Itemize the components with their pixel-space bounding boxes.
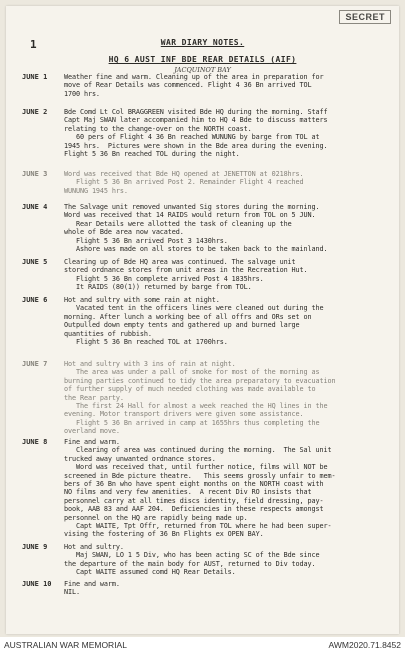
page-number: 1: [30, 38, 37, 51]
entry-date: JUNE 3: [22, 170, 48, 178]
diary-entry-june-10: [22, 580, 395, 597]
entry-text: Clearing up of Bde HQ area was continued. The salvage unit stored ordnance stores from unit areas in the Recreation Hut. Flight 5 36 Bn complete arrived Post 4 1835hrs. It RAIDS (80(1)) returned by barge from TOL.: [64, 258, 308, 292]
entry-date: JUNE 5: [22, 258, 48, 266]
entry-text: Fine and warm. NIL.: [64, 580, 120, 597]
entry-date: JUNE 1: [22, 73, 48, 81]
entry-text: Bde Comd Lt Col BRAGGREEN visited Bde HQ during the morning. Staff Capt Maj SWAN later accompanied him to HQ 4 Bde to discuss matters relating to the change-over on the NORTH coast. 60 pers of Flight 4 36 Bn reached WUNUNG by barge from TOL at 1945 hrs. Pictures were shown in the Bde area during the evening. Flight 5 36 Bn reached TOL during the night.: [64, 108, 328, 159]
entry-date: JUNE 9: [22, 543, 48, 551]
diary-entry-june-6: [22, 296, 395, 346]
entry-text: Hot and sultry with some rain at night. Vacated tent in the officers lines were cleaned out during the morning. After lunch a working bee of all offrs and ORs set on Outpulled down empty tents and gathered up and burned large quantities of rubbish. Flight 5 36 Bn reached TOL at 1700hrs.: [64, 296, 324, 347]
secret-stamp: SECRET: [339, 10, 391, 24]
diary-entry-june-7: [22, 360, 395, 436]
entry-date: JUNE 8: [22, 438, 48, 446]
diary-entry-june-2: [22, 108, 395, 158]
diary-entry-june-8: [22, 438, 395, 539]
diary-entry-june-5: [22, 258, 395, 292]
handwritten-location-note: JACQUINOT BAY: [174, 66, 231, 74]
entry-date: JUNE 4: [22, 203, 48, 211]
entry-text: Word was received that Bde HQ opened at JENETTON at 0218hrs. Flight 5 36 Bn arrived Post 2. Remainder Flight 4 reached WUNUNG 1945 hrs.: [64, 170, 304, 195]
document-title: WAR DIARY NOTES.: [160, 38, 245, 47]
entry-text: Hot and sultry. Maj SWAN, LO 1 5 Div, who has been acting SC of the Bde since the departure of the main body for AUST, returned to Div today. Capt WAITE assumed comd HQ Rear Details.: [64, 543, 320, 577]
diary-entry-june-4: [22, 203, 395, 253]
archive-reference: AWM2020.71.8452: [328, 640, 401, 650]
entry-date: JUNE 6: [22, 296, 48, 304]
archive-footer: [0, 637, 405, 653]
entry-text: Hot and sultry with 3 ins of rain at night. The area was under a pall of smoke for most of the morning as burning parties continued to tidy the area preparatory to evacuation of further supply of much needed clothing was made available to the Rear party. The first 24 Hall for almost a week reached the HQ lines in the evening. Motor transport drivers were given some assistance. Flight 5 36 Bn arrived in camp at 1655hrs thus completing the overland move.: [64, 360, 336, 436]
entry-date: JUNE 7: [22, 360, 48, 368]
entry-text: Fine and warm. Clearing of area was continued during the morning. The Sal unit trucked away unwanted ordnance stores. Word was received that, until further notice, films will NOT be screened in Bde picture theatre. This seems grossly unfair to mem- bers of 36 Bn who have spent eight months on the NORTH coast with NO films and very few amenities. A recent Div RO insists that personnel carry at all times discs identity, field dressing, pay- book, AAB 83 and AAF 204. Deficiencies in these respects amongst personnel on the HQ are rapidly being made up. Capt WAITE, Tpt Offr, returned from TOL where he had been super- vising the fostering of 36 Bn Flights ex OPEN BAY.: [64, 438, 336, 539]
entry-text: Weather fine and warm. Cleaning up of the area in preparation for move of Rear Details was commenced. Flight 4 36 Bn arrived TOL 1700 hrs.: [64, 73, 324, 98]
document-subtitle: HQ 6 AUST INF BDE REAR DETAILS (AIF): [108, 55, 297, 64]
archive-credit: AUSTRALIAN WAR MEMORIAL: [4, 640, 127, 650]
entry-text: The Salvage unit removed unwanted Sig stores during the morning. Word was received that 14 RAIDS would return from TOL on 5 JUN. Rear Details were allotted the task of cleaning up the whole of Bde area now vacated. Flight 5 36 Bn arrived Post 3 1430hrs. Ashore was made on all stores to be taken back to the mainland.: [64, 203, 328, 254]
diary-entry-june-9: [22, 543, 395, 577]
diary-entry-june-3: [22, 170, 395, 195]
diary-entry-june-1: [22, 73, 395, 98]
entry-date: JUNE 10: [22, 580, 52, 588]
entry-date: JUNE 2: [22, 108, 48, 116]
